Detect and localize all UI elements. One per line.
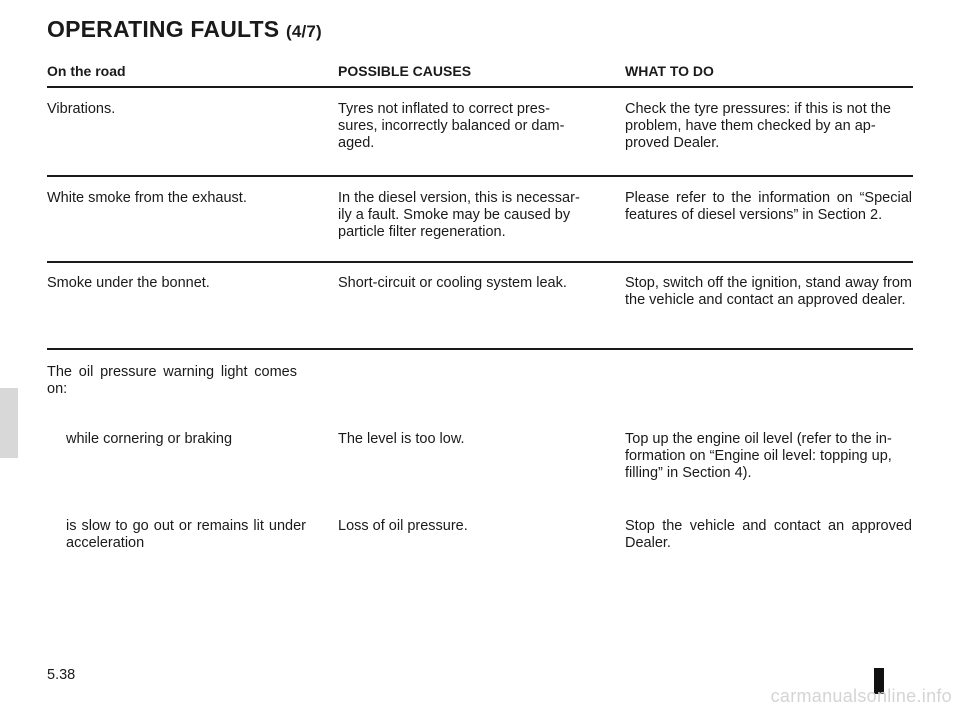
oil-warning-sub-cause: The level is too low. — [338, 431, 465, 447]
section-tab-marker — [0, 388, 18, 458]
column-header-what-to-do: WHAT TO DO — [625, 63, 714, 79]
row-divider — [47, 261, 913, 263]
row-white-smoke-cause: In the diesel version, this is necessar- ily a fault. Smoke may be caused by particle filter regeneration. — [338, 190, 580, 240]
row-oil-warning-symptom: The oil pressure warning light comes on: — [47, 364, 297, 397]
column-header-possible-causes: POSSIBLE CAUSES — [338, 63, 472, 79]
row-divider — [47, 175, 913, 177]
row-divider — [47, 348, 913, 350]
oil-warning-sub-symptom: while cornering or braking — [66, 431, 233, 447]
title-main: OPERATING FAULTS — [47, 16, 280, 42]
page-title — [47, 16, 322, 43]
page-number: 5.38 — [47, 667, 76, 683]
oil-warning-sub-action: Top up the engine oil level (refer to the in- formation on “Engine oil level: topping up, filling” in Section 4). — [625, 431, 892, 481]
oil-warning-sub-action: Stop the vehicle and contact an approved Dealer. — [625, 518, 912, 551]
row-vibrations-cause: Tyres not inflated to correct pres- sures, incorrectly balanced or dam- aged. — [338, 101, 565, 151]
row-white-smoke-action: Please refer to the information on “Special features of diesel versions” in Section 2. — [625, 190, 912, 223]
row-bonnet-smoke-cause: Short-circuit or cooling system leak. — [338, 275, 567, 291]
oil-warning-sub-symptom: is slow to go out or remains lit under acceleration — [66, 518, 306, 551]
title-page-suffix: (4/7) — [285, 22, 322, 41]
row-vibrations-symptom: Vibrations. — [47, 101, 116, 117]
watermark: carmanualsonline.info — [770, 686, 952, 706]
row-bonnet-smoke-symptom: Smoke under the bonnet. — [47, 275, 210, 291]
header-divider — [47, 86, 913, 88]
row-bonnet-smoke-action: Stop, switch off the ignition, stand away from the vehicle and contact an approved dealer. — [625, 275, 912, 308]
row-vibrations-action: Check the tyre pressures: if this is not the problem, have them checked by an ap- proved Dealer. — [625, 101, 891, 151]
column-header-on-the-road: On the road — [47, 63, 126, 79]
row-white-smoke-symptom: White smoke from the exhaust. — [47, 190, 247, 206]
oil-warning-sub-cause: Loss of oil pressure. — [338, 518, 468, 534]
